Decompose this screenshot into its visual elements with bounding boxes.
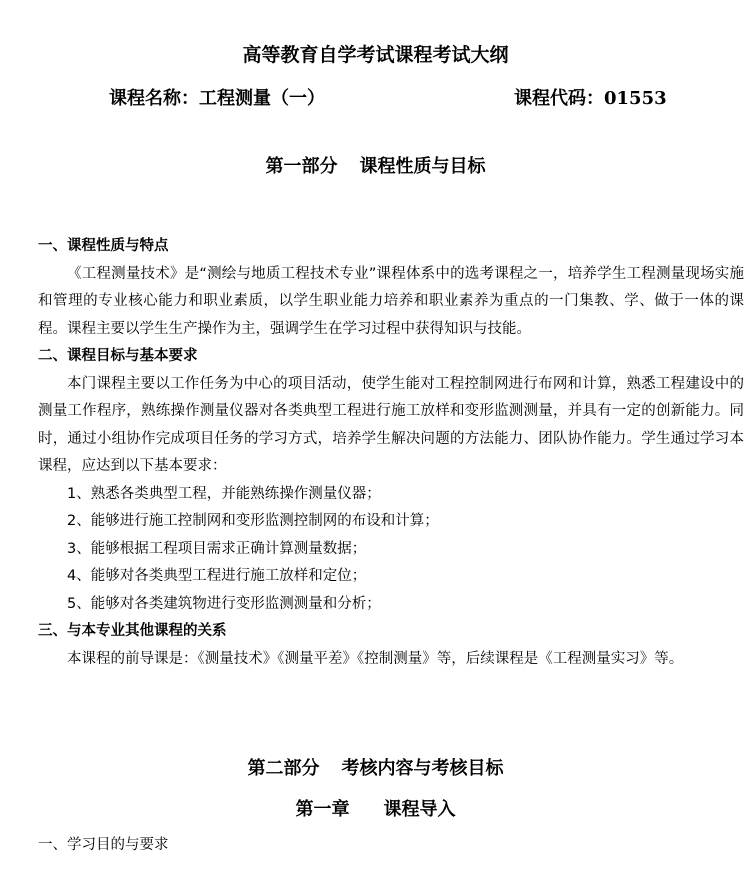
requirement-item: 3、能够根据工程项目需求正确计算测量数据； xyxy=(67,540,367,557)
part-two-heading: 考核内容与考核目标 xyxy=(341,758,504,779)
section-paragraph-relations: 本课程的前导课是：《测量技术》《测量平差》《控制测量》等，后续课程是《工程测量实习》等。 xyxy=(67,650,684,667)
course-name: 课程名称：工程测量（一） xyxy=(109,88,325,109)
section-paragraph-goals: 本门课程主要以工作任务为中心的项目活动，使学生能对工程控制网进行布网和计算，熟悉工程建设中的测量工作程序，熟练操作测量仪器对各类典型工程进行施工放样和变形监测测量，并具有一定的创新能力。同时，通过小组协作完成项目任务的学习方式，培养学生解决问题的方法能力、团队协作能力。学生通过学习本课程，应达到以下基本要求： xyxy=(38,375,744,474)
part-two-label: 第二部分 xyxy=(247,758,320,779)
section-heading-goals: 二、课程目标与基本要求 xyxy=(38,348,198,364)
course-code: 课程代码：01553 xyxy=(514,88,667,109)
chapter-one-title xyxy=(0,795,751,821)
chapter-one-heading: 课程导入 xyxy=(383,799,456,820)
requirement-item: 2、能够进行施工控制网和变形监测控制网的布设和计算； xyxy=(67,513,439,529)
part-two-title xyxy=(0,754,751,780)
part-one-title xyxy=(0,152,751,178)
requirement-item: 4、能够对各类典型工程进行施工放样和定位； xyxy=(67,568,367,584)
part-one-heading: 课程性质与目标 xyxy=(359,156,486,177)
requirement-item: 1、熟悉各类典型工程，并能熟练操作测量仪器； xyxy=(67,485,381,502)
requirement-item: 5、能够对各类建筑物进行变形监测测量和分析； xyxy=(67,595,381,612)
chapter-one-label: 第一章 xyxy=(295,799,350,820)
document-title: 高等教育自学考试课程考试大纲 xyxy=(242,44,509,66)
section-heading-nature: 一、课程性质与特点 xyxy=(38,238,169,254)
part-one-content xyxy=(38,233,744,673)
section-paragraph-nature: 《工程测量技术》是“测绘与地质工程技术专业”课程体系中的选考课程之一，培养学生工程测量现场实施和管理的专业核心能力和职业素质，以学生职业能力培养和职业素养为重点的一门集教、学、做于一体的课程。课程主要以学生生产操作为主，强调学生在学习过程中获得知识与技能。 xyxy=(38,265,744,337)
study-goal-heading: 一、学习目的与要求 xyxy=(38,837,169,853)
section-heading-relations: 三、与本专业其他课程的关系 xyxy=(38,623,227,639)
part-one-label: 第一部分 xyxy=(265,156,338,177)
